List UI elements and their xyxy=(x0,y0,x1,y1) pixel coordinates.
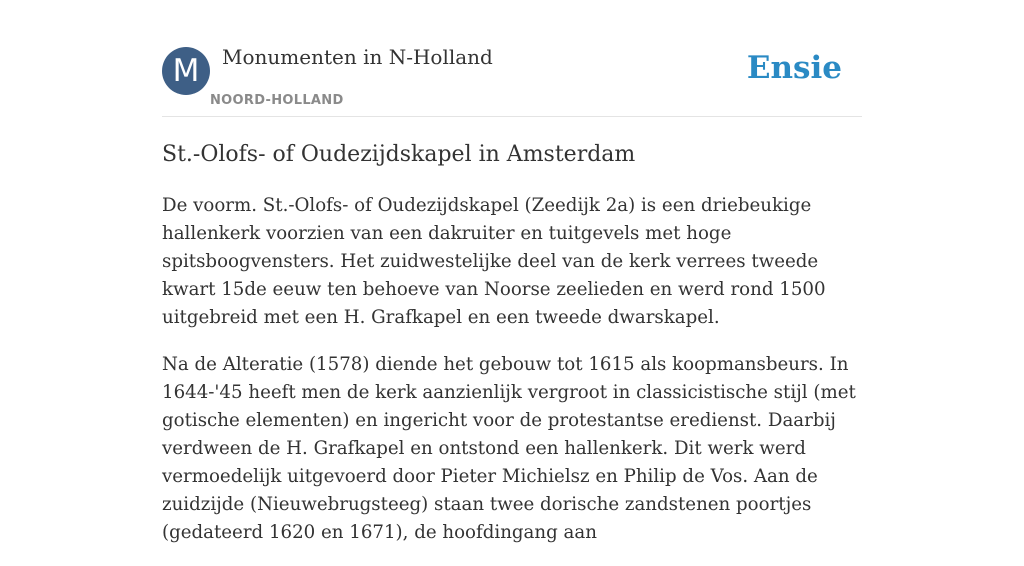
site-header xyxy=(162,0,862,117)
article-paragraph-2: Na de Alteratie (1578) diende het gebouw tot 1615 als koopmansbeurs. In 1644-'45 heeft men de kerk aanzienlijk vergroot in classicistische stijl (met gotische elementen) en ingericht voor de protestantse eredienst. Daarbij verdween de H. Grafkapel en ontstond een hallenkerk. Dit werk werd vermoedelijk uitgevoerd door Pieter Michielsz en Philip de Vos. Aan de zuidzijde (Nieuwebrugsteeg) staan twee dorische zandstenen poortjes (gedateerd 1620 en 1671), de hoofdingang aan xyxy=(162,354,856,543)
ensie-logo[interactable]: Ensie xyxy=(746,50,842,86)
avatar[interactable]: M xyxy=(162,47,210,95)
site-category-link[interactable]: NOORD-HOLLAND xyxy=(210,93,344,108)
article-body xyxy=(162,192,862,566)
page xyxy=(162,0,862,543)
site-title-link[interactable]: Monumenten in N-Holland xyxy=(222,45,493,69)
article-title: St.-Olofs- of Oudezijdskapel in Amsterdam xyxy=(162,142,636,167)
article-paragraph-1: De voorm. St.-Olofs- of Oudezijdskapel (Zeedijk 2a) is een driebeukige hallenkerk voorzien van een dakruiter en tuitgevels met hoge spitsboogvensters. Het zuidwestelijke deel van de kerk verrees tweede kwart 15de eeuw ten behoeve van Noorse zeelieden en werd rond 1500 uitgebreid met een H. Grafkapel en een tweede dwarskapel. xyxy=(162,195,826,328)
